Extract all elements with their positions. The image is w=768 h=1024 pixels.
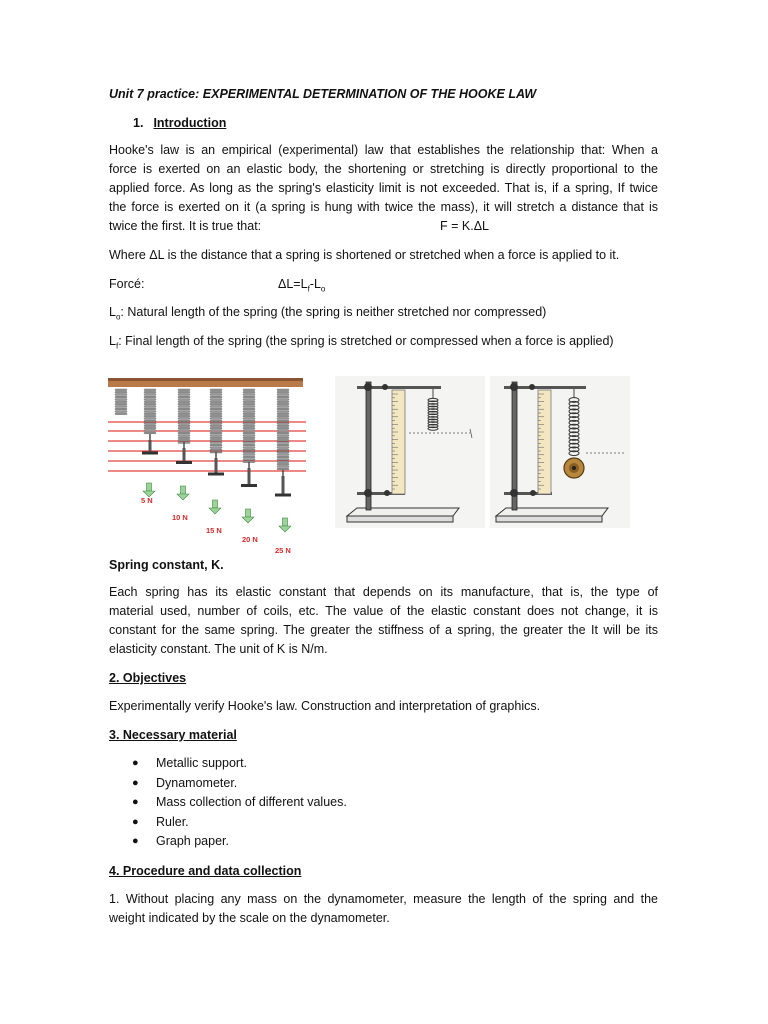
spring-coil (277, 466, 289, 468)
spring-coil (277, 413, 289, 415)
force-label-20n: 20 N (242, 535, 258, 544)
spring-coil (210, 406, 222, 408)
text-line: Each spring has its elastic constant that depends on its manufacture, that is, the type of (109, 585, 658, 599)
spring-coil (144, 420, 156, 422)
text-line: weight indicated by the scale on the dynamometer. (109, 911, 390, 925)
spring-coil (144, 423, 156, 425)
spring-coil (277, 423, 289, 425)
spring-coil (243, 408, 255, 410)
spring-coil (243, 389, 255, 391)
text-line: material used, number of coils, etc. The value of the elastic constant does not change, it is (109, 604, 658, 618)
spring-coil (277, 401, 289, 403)
force-label: Forcé: (109, 277, 145, 291)
spring-coil (210, 418, 222, 420)
spring-coil (144, 432, 156, 434)
spring-coil (243, 439, 255, 441)
bullet-icon: ● (132, 835, 139, 848)
spring-coil (277, 432, 289, 434)
spring-coil (178, 425, 190, 427)
spring-coil (210, 411, 222, 413)
spring-coil (144, 406, 156, 408)
spring-coil (144, 415, 156, 417)
list-item (128, 774, 347, 794)
formula-subscript: f (307, 284, 310, 294)
spring-coil (210, 396, 222, 398)
spring-coil (210, 408, 222, 410)
spring-coil (277, 411, 289, 413)
text-line: applied force. As long as the spring's elasticity limit is not exceeded. That is, if a spring, If twice (109, 181, 658, 195)
bullet-icon: ● (132, 796, 139, 809)
text-line: Hooke's law is an empirical (experimental) law that establishes the relationship that: When a (109, 143, 658, 157)
material-list (128, 754, 347, 852)
spring-coil (144, 411, 156, 413)
spring-coil (210, 444, 222, 446)
spring-coil (243, 454, 255, 456)
spring-coil (210, 420, 222, 422)
spring-coil (277, 394, 289, 396)
stand-loaded-figure (490, 376, 630, 528)
spring-coil (277, 425, 289, 427)
spring-coil (243, 425, 255, 427)
spring-coil (277, 435, 289, 437)
formula-part: ΔL=L (278, 277, 308, 291)
spring-coil (277, 408, 289, 410)
spring-coil (277, 430, 289, 432)
spring-coil (243, 427, 255, 429)
spring-coil (243, 430, 255, 432)
spring-coil (144, 418, 156, 420)
clamp (364, 489, 372, 497)
spring-coil (115, 401, 127, 403)
list-item-text: Dynamometer. (156, 775, 238, 790)
spring-coil (210, 415, 222, 417)
spring-coil (144, 403, 156, 405)
list-item (128, 793, 347, 813)
spring-coil (243, 394, 255, 396)
springs-weights-figure (108, 378, 326, 558)
spring-coil (178, 401, 190, 403)
spring-coil (178, 430, 190, 432)
document-title: Unit 7 practice: EXPERIMENTAL DETERMINATION OF THE HOOKE LAW (109, 87, 537, 101)
spring-coil (243, 420, 255, 422)
spring-coil (115, 399, 127, 401)
spring-coil (243, 413, 255, 415)
spring-coil (277, 456, 289, 458)
spring-coil (277, 391, 289, 393)
spring-coil (277, 427, 289, 429)
spring-coil (178, 427, 190, 429)
spring-coil (178, 423, 190, 425)
spring-coil (178, 394, 190, 396)
spring-coil (144, 391, 156, 393)
spring-coil (243, 447, 255, 449)
force-line (109, 275, 658, 294)
weight-rod (183, 448, 186, 463)
spring-coil (210, 389, 222, 391)
spring-coil (144, 389, 156, 391)
spring-coil (210, 449, 222, 451)
reference-lines (108, 422, 306, 471)
spring-coil (277, 399, 289, 401)
spring-coil (144, 430, 156, 432)
spring-coil (178, 399, 190, 401)
where-paragraph: Where ΔL is the distance that a spring is shortened or stretched when a force is applied to it. (109, 248, 620, 262)
force-arrow-shaft (213, 500, 218, 508)
spring-coil (243, 444, 255, 446)
symbol: L (109, 334, 116, 348)
introduction-paragraph (109, 141, 658, 236)
spring-coil (115, 408, 127, 410)
clamp (384, 490, 390, 496)
spring-coil (277, 463, 289, 465)
spring-coil (277, 406, 289, 408)
spring-coil (178, 432, 190, 434)
weight-plate (208, 473, 224, 476)
section-heading-introduction (133, 114, 682, 133)
spring-coil (144, 408, 156, 410)
spring-coil (277, 420, 289, 422)
clamp (529, 384, 535, 390)
symbol-subscript: f (115, 341, 119, 351)
l0-definition (109, 303, 658, 327)
section-number: 1. (133, 116, 144, 130)
spring-coil (243, 403, 255, 405)
spring-coil (210, 425, 222, 427)
list-item-text: Graph paper. (156, 834, 229, 849)
list-item-text: Ruler. (156, 814, 189, 829)
spring-coil (178, 415, 190, 417)
text-line: 1. Without placing any mass on the dynamometer, measure the length of the spring and the (109, 892, 658, 906)
text-line: constant for the same spring. The greater the stiffness of a spring, the greater the It will be its (109, 623, 658, 637)
spring-coil (277, 449, 289, 451)
spring-coil (178, 389, 190, 391)
bullet-icon: ● (132, 757, 139, 769)
spring-coil (210, 423, 222, 425)
force-arrow-shaft (283, 518, 288, 526)
spring-coil (178, 391, 190, 393)
spring-coil (115, 403, 127, 405)
weight-rod (149, 440, 152, 454)
spring-coil (277, 396, 289, 398)
procedure-paragraph (109, 890, 658, 928)
symbol-subscript: o (115, 312, 121, 322)
spring-coil (210, 427, 222, 429)
spring-coil (210, 432, 222, 434)
spring-coil (277, 415, 289, 417)
lf-definition (109, 332, 658, 356)
force-arrow-shaft (147, 483, 152, 491)
spring-coil (210, 430, 222, 432)
definition-text: : Final length of the spring (the spring is stretched or compressed when a force is applied) (118, 334, 614, 348)
spring-coil (243, 423, 255, 425)
spring-coil (243, 406, 255, 408)
spring-coil (178, 420, 190, 422)
spring-coil (243, 459, 255, 461)
force-arrow-head (177, 494, 189, 500)
spring-coil (277, 461, 289, 463)
spring-coil (277, 447, 289, 449)
spring-coil (277, 444, 289, 446)
spring-coil (277, 418, 289, 420)
spring-coil (243, 432, 255, 434)
formula-part: -L (309, 277, 321, 291)
formula-subscript: o (320, 284, 326, 294)
spring-coil (243, 391, 255, 393)
spring-coil (210, 413, 222, 415)
stand-unloaded-figure (335, 376, 485, 528)
spring-coil (277, 451, 289, 453)
spring-coil (210, 391, 222, 393)
spring-coil (115, 406, 127, 408)
list-item-text: Metallic support. (156, 756, 248, 770)
objectives-text: Experimentally verify Hooke's law. Construction and interpretation of graphics. (109, 699, 541, 713)
figure-background (490, 376, 630, 528)
spring-coil (115, 411, 127, 413)
spring-coil (178, 437, 190, 439)
spring-coil (178, 413, 190, 415)
spring-coil (243, 411, 255, 413)
list-item-text: Mass collection of different values. (156, 795, 347, 810)
force-arrow-head (242, 517, 254, 523)
spring-coil (144, 401, 156, 403)
spring-coil (178, 411, 190, 413)
weight-rod (248, 468, 251, 486)
list-item (128, 832, 347, 852)
weight-plate (241, 484, 257, 487)
text-line: the force is exerted on it (a spring is hung with twice the mass), it will stretch a distance that is (109, 200, 658, 214)
spring-coil (243, 399, 255, 401)
stand-base-front (496, 516, 602, 522)
spring-coil (210, 403, 222, 405)
spring-coil (178, 396, 190, 398)
spring-coil (210, 401, 222, 403)
spring-coil (178, 408, 190, 410)
spring-coil (144, 394, 156, 396)
spring-coil (277, 459, 289, 461)
spring-coil (210, 439, 222, 441)
spring-coil (243, 401, 255, 403)
ceiling-bar-edge (108, 378, 303, 381)
objectives-heading: 2. Objectives (109, 671, 187, 685)
spring-coil (243, 456, 255, 458)
stand-base-front (347, 516, 453, 522)
spring-coil (277, 439, 289, 441)
spring-coil (115, 389, 127, 391)
force-arrow-shaft (181, 486, 186, 494)
spring-coil (144, 399, 156, 401)
spring-coil (210, 437, 222, 439)
symbol: L (109, 305, 116, 319)
list-item (128, 754, 347, 774)
definition-text: : Natural length of the spring (the spring is neither stretched nor compressed) (120, 305, 547, 319)
spring-constant-heading: Spring constant, K. (109, 558, 224, 572)
force-arrow-head (279, 526, 291, 532)
spring-coil (144, 425, 156, 427)
spring-coil (115, 413, 127, 415)
spring-coil (243, 435, 255, 437)
procedure-heading: 4. Procedure and data collection (109, 864, 302, 878)
spring-coil (178, 439, 190, 441)
spring-coil (178, 418, 190, 420)
spring-coil (277, 468, 289, 470)
weight-plate (275, 494, 291, 497)
material-heading: 3. Necessary material (109, 728, 237, 742)
spring-constant-paragraph (109, 583, 658, 659)
spring-coil (277, 437, 289, 439)
spring-coil (243, 449, 255, 451)
weight-plate (176, 461, 192, 464)
bullet-icon: ● (132, 815, 139, 828)
spring-coil (144, 396, 156, 398)
force-label-5n: 5 N (141, 496, 153, 505)
stand-base (347, 508, 459, 516)
spring-coil (210, 435, 222, 437)
spring-coil (277, 403, 289, 405)
spring-coil (144, 413, 156, 415)
force-arrow-shaft (246, 509, 251, 517)
text-line: force is exerted on an elastic body, the shortening or stretching is directly proportional to the (109, 162, 658, 176)
spring-coil (178, 403, 190, 405)
figure-background (335, 376, 485, 528)
spring-coil (277, 389, 289, 391)
spring-coil (178, 435, 190, 437)
clamp (510, 383, 518, 391)
force-arrow-head (209, 508, 221, 514)
spring-coil (144, 427, 156, 429)
spring-coil (277, 454, 289, 456)
spring-coil (115, 396, 127, 398)
spring-coil (243, 442, 255, 444)
spring-coil (115, 391, 127, 393)
text-fragment: twice the first. It is true that: (109, 219, 262, 233)
spring-coil (243, 415, 255, 417)
weight-rod (282, 476, 285, 496)
list-item (128, 813, 347, 833)
spring-coil (243, 451, 255, 453)
force-label-25n: 25 N (275, 546, 291, 555)
spring-coil (243, 396, 255, 398)
force-label-15n: 15 N (206, 526, 222, 535)
clamp (530, 490, 536, 496)
spring-coil (115, 394, 127, 396)
spring-coil (178, 406, 190, 408)
section-title: Introduction (153, 116, 227, 130)
text-line: elasticity constant. The unit of K is N/m. (109, 642, 328, 656)
clamp (510, 489, 518, 497)
clamp (382, 384, 388, 390)
text-line (109, 217, 658, 236)
spring-coil (277, 442, 289, 444)
spring-coil (210, 399, 222, 401)
spring-coil (243, 418, 255, 420)
bullet-icon: ● (132, 776, 139, 789)
mass-hole (572, 466, 576, 470)
force-label-10n: 10 N (172, 513, 188, 522)
weight-plate (142, 452, 158, 455)
clamp (364, 383, 372, 391)
delta-l-formula (278, 275, 325, 299)
hooke-formula: F = K.ΔL (440, 219, 489, 233)
weight-rod (215, 458, 218, 475)
spring-coil (210, 394, 222, 396)
spring-coil (210, 447, 222, 449)
spring-coil (243, 437, 255, 439)
spring-coil (210, 442, 222, 444)
